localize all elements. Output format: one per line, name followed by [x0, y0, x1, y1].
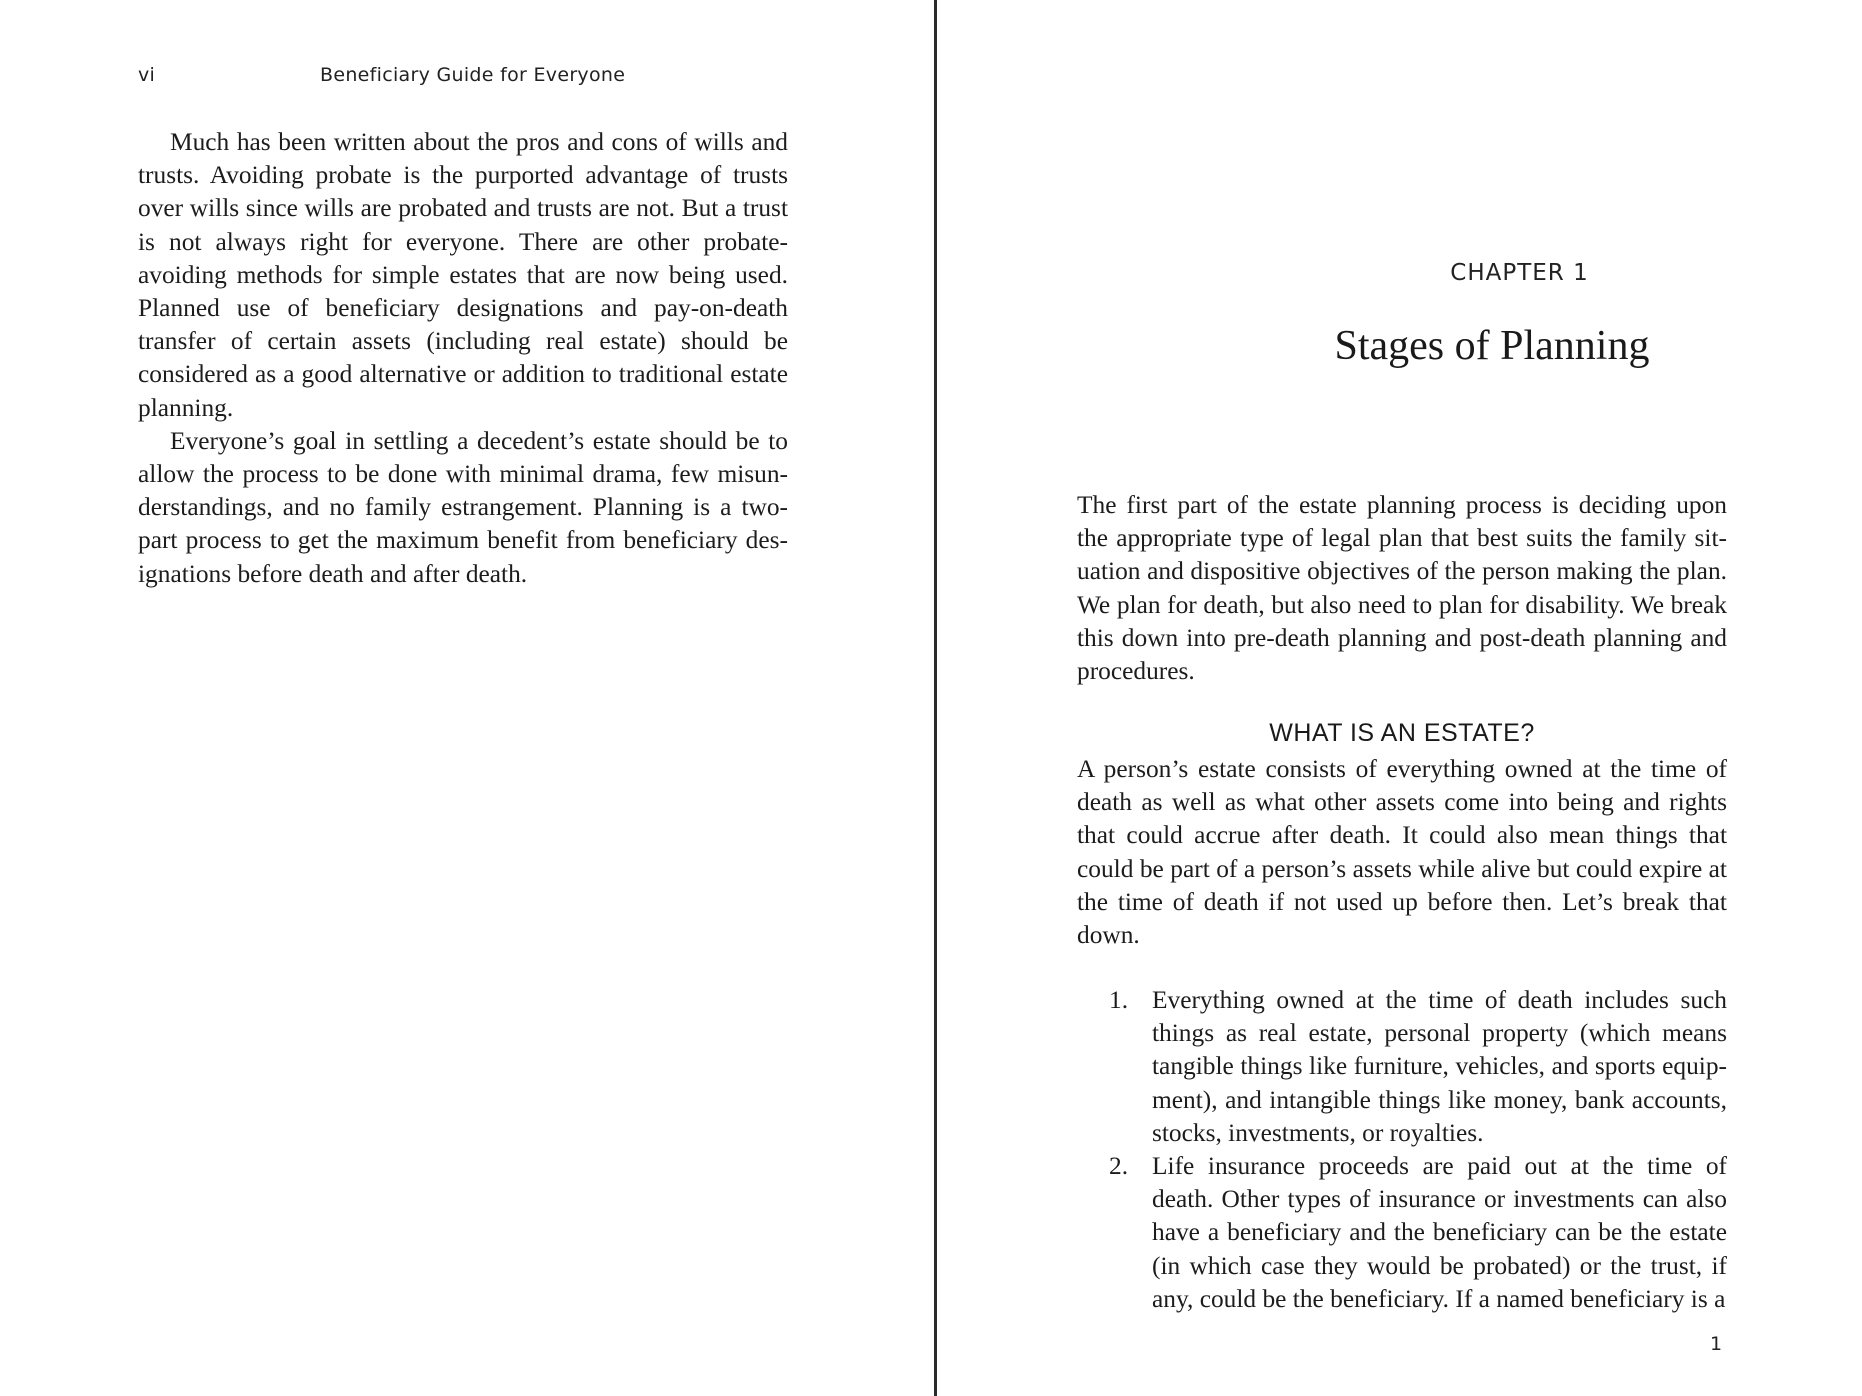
- list-item-text: Everything owned at the time of death includes such things as real estate, personal property (which means tangible things like furniture, vehicles, and sports equipment), and intangible things like money, bank accounts, stocks, investments, or royalties.: [1152, 986, 1727, 1147]
- page-number: 1: [1710, 1333, 1723, 1355]
- chapter-label-text: CHAPTER 1: [1450, 260, 1589, 286]
- list-item: [1077, 1150, 1727, 1316]
- list-item: [1077, 984, 1727, 1150]
- left-body-text: [138, 126, 788, 591]
- chapter-label: [937, 260, 1862, 286]
- paragraph: Much has been written about the pros and cons of wills and trusts. Avoiding probate is the purported advantage of trusts over wills since wills are probated and trusts are not. But a trust is not always right for everyone. There are other probate-avoiding methods for simple estates that are now being used. Planned use of beneficiary designations and pay-on-death transfer of certain assets (including real estate) should be considered as a good alternative or addition to traditional estate planning.: [138, 128, 788, 422]
- intro-text: [1077, 489, 1727, 688]
- paragraph: Everyone’s goal in settling a decedent’s estate should be to allow the process to be done with minimal drama, few misunderstandings, and no family estrangement. Planning is a two-part process to get the maximum benefit from beneficiary designations before death and after death.: [138, 426, 788, 588]
- list-item-text: Life insurance proceeds are paid out at the time of death. Other types of insurance or investments can also have a beneficiary and the beneficiary can be the estate (in which case they would be probated) or the trust, if any, could be the beneficiary. If a named beneficiary is a: [1152, 1152, 1727, 1313]
- numbered-list: [1077, 984, 1727, 1316]
- section-text: [1077, 753, 1727, 952]
- list-number: 1.: [1109, 986, 1129, 1014]
- folio-roman: vi: [138, 64, 156, 86]
- list-number: 2.: [1109, 1152, 1129, 1181]
- section-heading: WHAT IS AN ESTATE?: [1269, 719, 1535, 747]
- running-title: Beneficiary Guide for Everyone: [320, 64, 626, 86]
- paragraph: A person’s estate consists of everything owned at the time of death as well as what other assets come into being and rights that could accrue after death. It could also mean things that could be part of a person’s assets while alive but could expire at the time of death if not used up before then. Let’s break that down.: [1077, 755, 1727, 950]
- paragraph: The first part of the estate planning process is deciding upon the appropriate type of legal plan that best suits the family situation and dispositive objectives of the person making the plan. We plan for death, but also need to plan for disability. We break this down into pre-death planning and post-death planning and procedures.: [1077, 491, 1727, 686]
- chapter-title: Stages of Planning: [1334, 323, 1650, 369]
- right-page: [937, 0, 1862, 1396]
